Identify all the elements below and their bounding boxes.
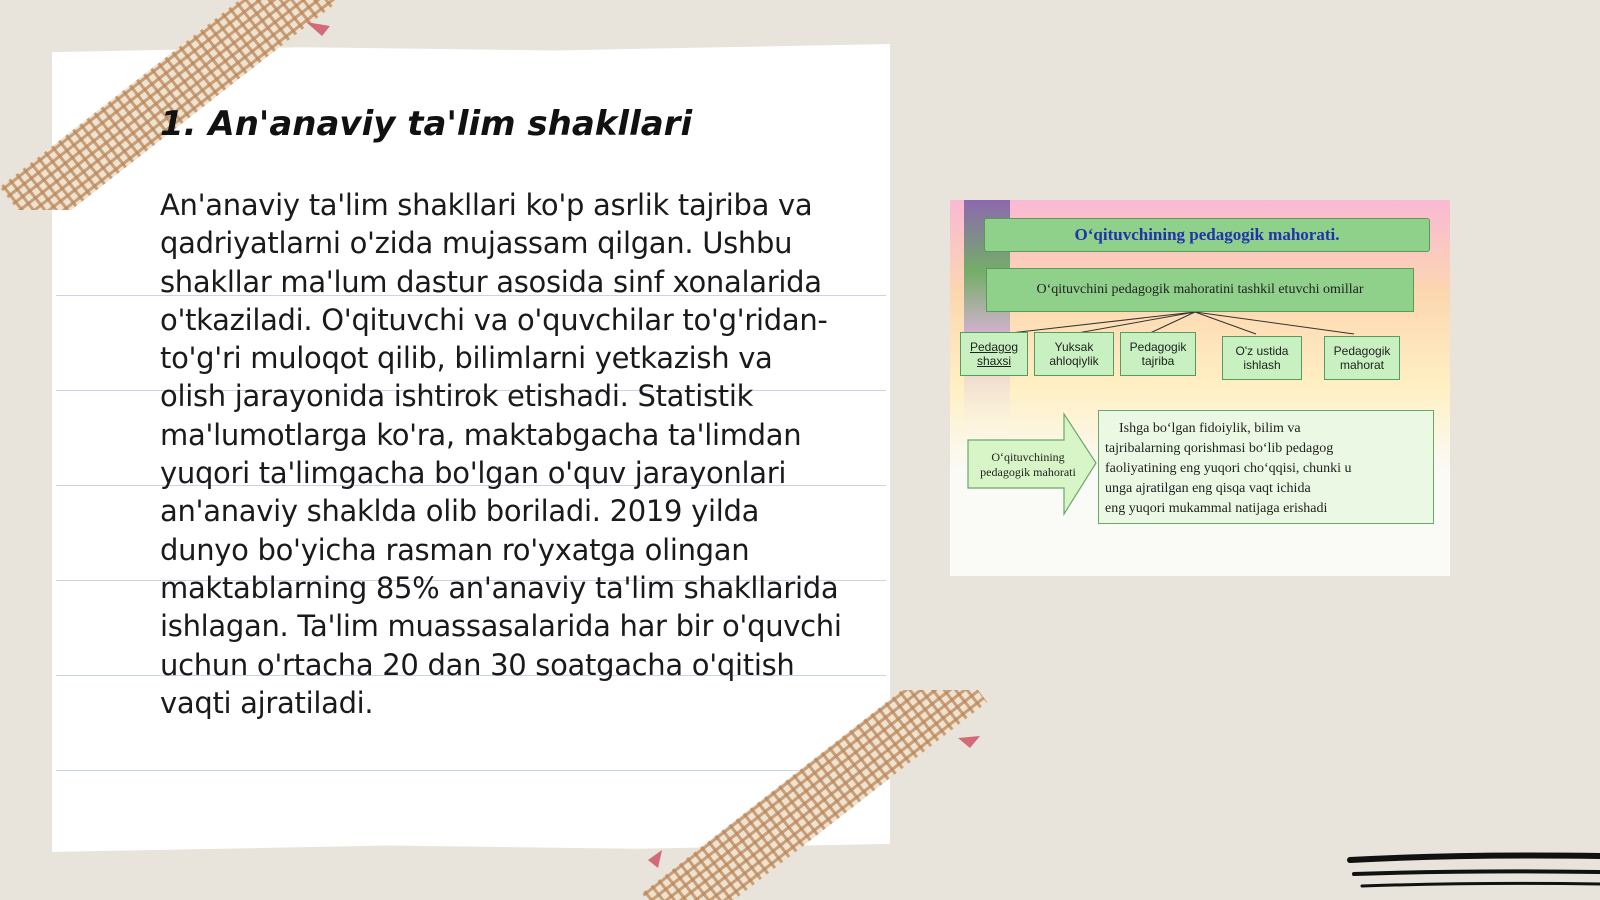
diagram-header [984, 218, 1430, 252]
pedagogical-skill-diagram [950, 200, 1450, 576]
diagram-factors-title [986, 268, 1414, 312]
factor-box-pedagogik-mahorat: Pedagogik mahorat [1324, 336, 1400, 380]
factor-box-oz-ustida-ishlash: O'z ustida ishlash [1222, 336, 1302, 380]
diagram-arrow-label: O‘qituvchining pedagogik mahorati [980, 450, 1076, 479]
diagram-definition-box: Ishga bo‘lgan fidoiylik, bilim va tajribalarning qorishmasi bo‘lib pedagog faoliyatining eng yuqori cho‘qqisi, chunki u unga ajratilgan eng qisqa vaqt ichida eng yuqori mukammal natijaga erishadi [1098, 410, 1434, 524]
decorative-brush-strokes [1340, 850, 1600, 900]
factor-box-pedagogik-tajriba: Pedagogik tajriba [1120, 332, 1196, 376]
factor-box-pedagog-shaxsi: Pedagog shaxsi [960, 332, 1028, 376]
factor-box-yuksak-ahloqiylik: Yuksak ahloqiylik [1034, 332, 1114, 376]
diagram-factors-title-text: O‘qituvchini pedagogik mahoratini tashkil etuvchi omillar [1036, 282, 1364, 297]
diagram-header-text: O‘qituvchining pedagogik mahorati. [1074, 225, 1340, 244]
slide-body-text: An'anaviy ta'lim shakllari ko'p asrlik tajriba va qadriyatlarni o'zida mujassam qilgan. Ushbu shakllar ma'lum dastur asosida sinf xonalarida o'tkaziladi. O'qituvchi va o'quvchilar to'g'ridan-to'g'ri muloqot qilib, bilimlarni yetkazish va olish jarayonida ishtirok etishadi. Statistik ma'lumotlarga ko'ra, maktabgacha ta'limdan yuqori ta'limgacha bo'lgan o'quv jarayonlari an'anaviy shaklda olib boriladi. 2019 yilda dunyo bo'yicha rasman ro'yxatga olingan maktablarning 85% an'anaviy ta'lim shakllarida ishlagan. Ta'lim muassasalarida har bir o'quvchi uchun o'rtacha 20 dan 30 soatgacha o'qitish vaqti ajratiladi. [160, 188, 842, 720]
slide-title: 1. An'anaviy ta'lim shakllari [160, 104, 693, 144]
